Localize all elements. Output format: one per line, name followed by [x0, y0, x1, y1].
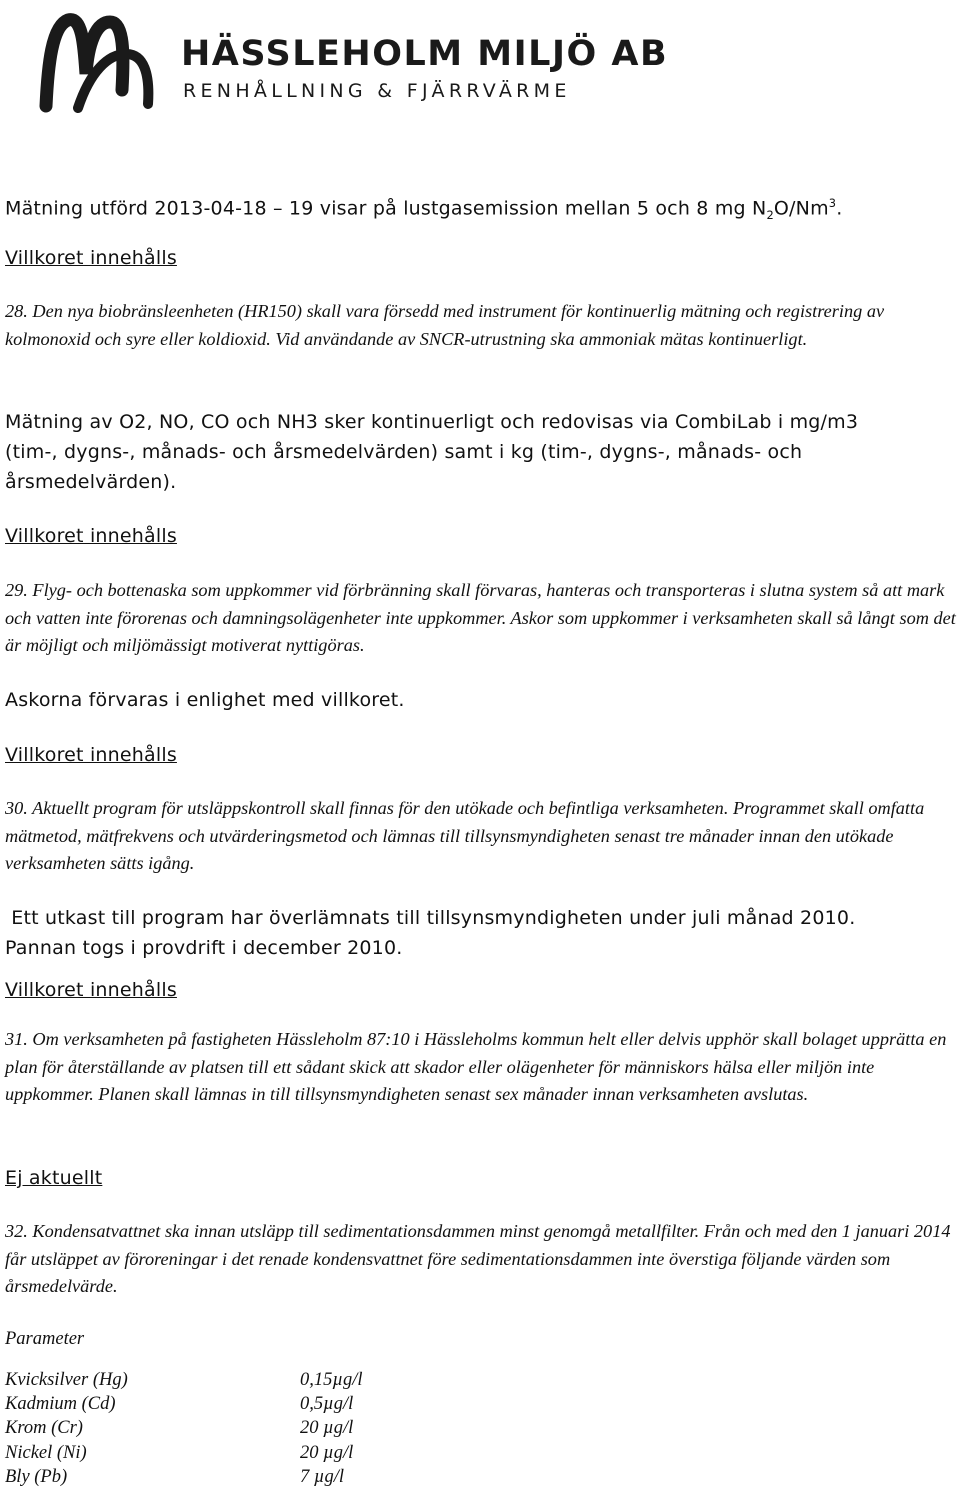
response-28: Mätning av O2, NO, CO och NH3 sker kontinuerligt och redovisas via CombiLab i mg/m3 (tim-, dygns-, månads- och årsmedelvärden) samt i kg (tim-, dygns-, månads- och årsmedelvärden). — [5, 411, 859, 493]
company-subtitle: RENHÅLLNING & FJÄRRVÄRME — [183, 80, 571, 102]
condition-32: 32. Kondensatvattnet ska innan utsläpp till sedimentationsdammen minst genomgå metallfilter. Från och med den 1 januari 2014 får utsläppet av föroreningar i det renade kondensvattnet före sedimentationsdammen inte överstiga följande värden som årsmedelvärde. — [5, 1221, 951, 1296]
parameter-name: Krom (Cr) — [5, 1418, 83, 1439]
status-condition-31: Ej aktuellt — [5, 1167, 103, 1189]
table-row — [5, 1392, 363, 1416]
status-condition-27: Villkoret innehålls — [5, 247, 177, 269]
parameter-table — [5, 1368, 363, 1489]
table-row — [5, 1416, 363, 1440]
company-name: HÄSSLEHOLM MILJÖ AB — [181, 34, 669, 74]
response-30: Ett utkast till program har överlämnats till tillsynsmyndigheten under juli månad 2010. Pannan togs i provdrift i december 2010. — [5, 907, 856, 959]
parameter-name: Bly (Pb) — [5, 1466, 68, 1487]
company-logo — [38, 4, 669, 124]
parameter-value: 7 µg/l — [300, 1466, 345, 1487]
status-condition-30: Villkoret innehålls — [5, 979, 177, 1001]
parameter-name: Kvicksilver (Hg) — [5, 1370, 128, 1390]
response-29: Askorna förvaras i enlighet med villkoret. — [5, 689, 405, 711]
condition-31: 31. Om verksamheten på fastigheten Hässleholm 87:10 i Hässleholms kommun helt eller delvis upphör skall bolaget upprätta en plan för återställande av platsen till ett sådant skick att skador eller olägenheter för människors hälsa eller miljön inte uppkommer. Planen skall lämnas in till tillsynsmyndigheten senast sex månader innan verksamheten avslutas. — [5, 1029, 947, 1104]
condition-28: 28. Den nya biobränsleenheten (HR150) skall vara försedd med instrument för kontinuerlig mätning och registrering av kolmonoxid och syre eller koldioxid. Vid användande av SNCR-utrustning ska ammoniak mätas kontinuerligt. — [5, 301, 885, 349]
table-row — [5, 1368, 363, 1392]
parameter-name: Nickel (Ni) — [5, 1442, 87, 1463]
measurement-line: Mätning utförd 2013-04-18 – 19 visar på lustgasemission mellan 5 och 8 mg $N_2O/Nm^3$. — [5, 196, 843, 223]
status-condition-28: Villkoret innehålls — [5, 525, 177, 547]
parameter-value: 20 µg/l — [300, 1442, 354, 1463]
table-row — [5, 1441, 363, 1465]
status-condition-29: Villkoret innehålls — [5, 744, 177, 766]
parameter-value: 0,15µg/l — [300, 1370, 363, 1390]
table-row — [5, 1465, 363, 1489]
parameter-value: 0,5µg/l — [300, 1394, 354, 1415]
logo-mark-icon — [38, 4, 170, 124]
condition-29: 29. Flyg- och bottenaska som uppkommer vid förbränning skall förvaras, hanteras och transporteras i slutna system så att mark och vatten inte förorenas och damningsolägenheter inte uppkommer. Askor som uppkommer i verksamheten skall så långt som det är möjligt och miljömässigt motiverat nyttigöras. — [5, 580, 956, 655]
parameter-value: 20 µg/l — [300, 1418, 354, 1439]
parameter-name: Kadmium (Cd) — [5, 1394, 116, 1415]
condition-30: 30. Aktuellt program för utsläppskontroll skall finnas för den utökade och befintliga verksamheten. Programmet skall omfatta mätmetod, mätfrekvens och utvärderingsmetod och lämnas till tillsynsmyndigheten senast tre månader innan den utökade verksamheten sätts igång. — [5, 798, 925, 873]
parameter-header: Parameter — [5, 1329, 85, 1349]
